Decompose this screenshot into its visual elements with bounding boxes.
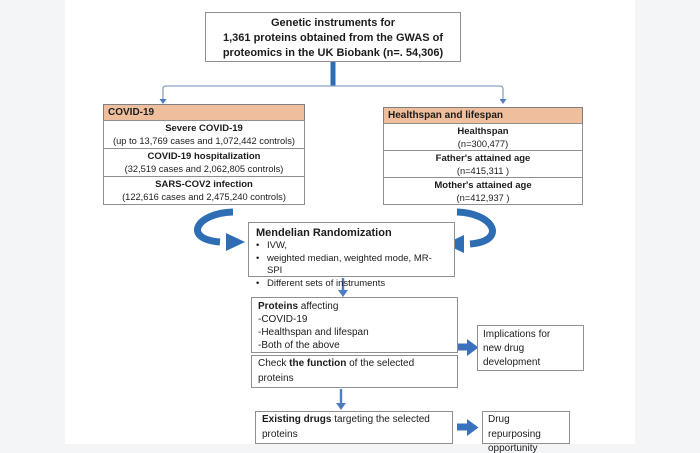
row-detail: (n=412,937 ) — [456, 193, 510, 203]
covid-group — [103, 104, 305, 205]
row-title: Father's attained age — [435, 153, 531, 164]
row-detail: (n=415,311 ) — [456, 166, 510, 176]
mr-bullet — [256, 278, 447, 291]
proteins-to-existing-arrowhead — [336, 403, 346, 410]
row-title: Severe COVID-19 — [165, 123, 243, 134]
bullet-text: Different sets of instruments — [267, 277, 386, 289]
lifespan-row-healthspan — [383, 123, 583, 151]
lifespan-header: Healthspan and lifespan — [383, 107, 583, 124]
left-margin — [0, 0, 65, 453]
box-line: Genetic instruments for — [270, 17, 396, 29]
bullet-marker: • — [256, 240, 260, 251]
bullet-text: IVW, — [267, 240, 288, 251]
row-detail: (122,616 cases and 2,475,240 controls) — [122, 192, 286, 202]
left-curved-arrowhead — [226, 233, 245, 251]
box-line: Drug repurposing — [488, 414, 541, 440]
implications-block-arrow — [457, 339, 479, 356]
lifespan-row-father — [383, 150, 583, 178]
box-line: 1,361 proteins obtained from the GWAS of — [222, 32, 444, 44]
covid-row-hospitalization — [103, 148, 305, 177]
bullet-text: weighted median, weighted mode, MR-SPI — [267, 252, 432, 276]
mr-title: Mendelian Randomization — [256, 227, 392, 239]
lifespan-row-mother — [383, 177, 583, 205]
proteins-title: Proteins affecting — [258, 301, 339, 312]
mendelian-randomization-box — [248, 222, 455, 289]
bottom-margin — [0, 444, 700, 453]
row-title: COVID-19 hospitalization — [147, 151, 261, 162]
covid-row-infection — [103, 176, 305, 205]
covid-row-severe — [103, 120, 305, 149]
box-line: development — [483, 357, 541, 368]
check-function-box: Check the function of the selected proteins — [251, 355, 458, 388]
implications-box — [477, 325, 584, 371]
mr-bullet — [256, 240, 447, 253]
mr-bullet — [256, 253, 447, 278]
protein-target-item: -Both of the above — [258, 340, 340, 351]
box-line: new drug — [483, 343, 525, 354]
lifespan-group — [383, 107, 583, 205]
box-line: Implications for — [483, 329, 551, 340]
row-title: Mother's attained age — [434, 180, 532, 191]
covid-header: COVID-19 — [103, 104, 305, 121]
lifespan-drop-arrow — [500, 99, 507, 104]
bullet-marker: • — [256, 252, 260, 264]
existing-drugs-box: Existing drugs targeting the selected proteins — [255, 411, 453, 444]
row-title: SARS-COV2 infection — [155, 179, 253, 190]
genetic-instruments-box — [205, 12, 461, 62]
box-line: proteomics in the UK Biobank (n=. 54,306) — [222, 47, 444, 59]
row-detail: (32,519 cases and 2,062,805 controls) — [124, 164, 284, 174]
box-line: opportunity — [488, 443, 538, 453]
right-curved-arrow — [457, 212, 493, 244]
row-title: Healthspan — [457, 126, 509, 137]
row-detail: (up to 13,769 cases and 1,072,442 controls) — [113, 136, 295, 146]
left-curved-arrow — [197, 212, 233, 242]
mr-to-proteins-arrowhead — [338, 290, 348, 297]
right-margin — [635, 0, 700, 453]
repurposing-block-arrow — [457, 419, 479, 436]
bullet-marker: • — [256, 277, 260, 289]
proteins-box — [251, 297, 458, 353]
drug-repurposing-box — [482, 411, 570, 453]
protein-target-item: -Healthspan and lifespan — [258, 327, 369, 338]
branch-line — [163, 86, 503, 99]
row-detail: (n=300,477) — [457, 139, 509, 149]
protein-target-item: -COVID-19 — [258, 314, 308, 325]
